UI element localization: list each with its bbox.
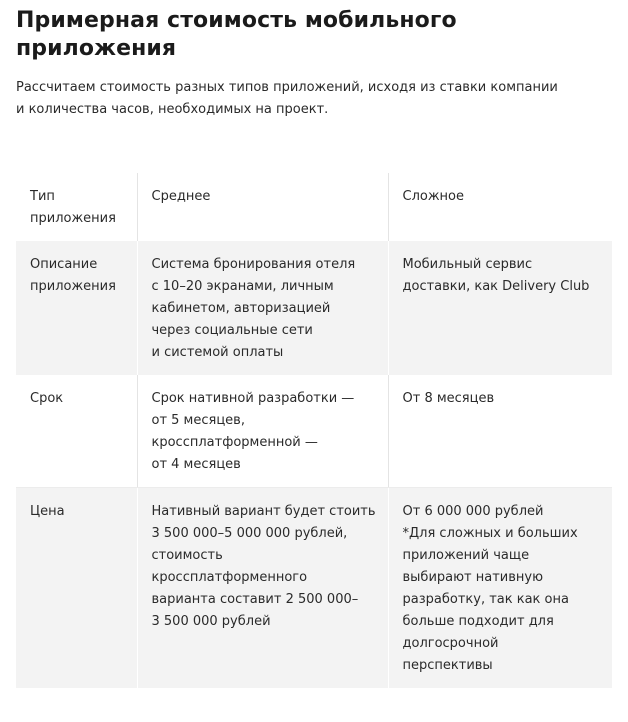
cell-medium: Нативный вариант будет стоить 3 500 000–5 000 000 рублей, стоимость кроссплатформенного варианта составит 2 500 000– 3 500 000 рублей (137, 488, 388, 689)
header-app-type: Тип приложения (30, 189, 116, 226)
header-complex: Сложное (388, 173, 612, 241)
header-medium: Среднее (137, 173, 388, 241)
row-label: Описание приложения (16, 241, 137, 375)
cell-complex: От 6 000 000 рублей *Для сложных и больших приложений чаще выбирают нативную разработку, так как она больше подходит для долгосрочной перспективы (388, 488, 612, 689)
table-header-row (16, 173, 612, 241)
table-row-duration (16, 375, 612, 488)
table-row-price (16, 488, 612, 689)
cell-complex: От 8 месяцев (388, 375, 612, 488)
row-label: Цена (16, 488, 137, 689)
row-label: Срок (16, 375, 137, 488)
cell-complex: Мобильный сервис доставки, как Delivery Club (388, 241, 612, 375)
cost-table (16, 173, 612, 688)
cell-medium: Система бронирования отеля с 10–20 экранами, личным кабинетом, авторизацией через социальные сети и системой оплаты (137, 241, 388, 375)
table-row-description (16, 241, 612, 375)
page-title: Примерная стоимость мобильного приложения (16, 8, 457, 61)
cell-medium: Срок нативной разработки — от 5 месяцев, кроссплатформенной — от 4 месяцев (137, 375, 388, 488)
intro-text: Рассчитаем стоимость разных типов приложений, исходя из ставки компании и количества часов, необходимых на проект. (16, 80, 558, 117)
